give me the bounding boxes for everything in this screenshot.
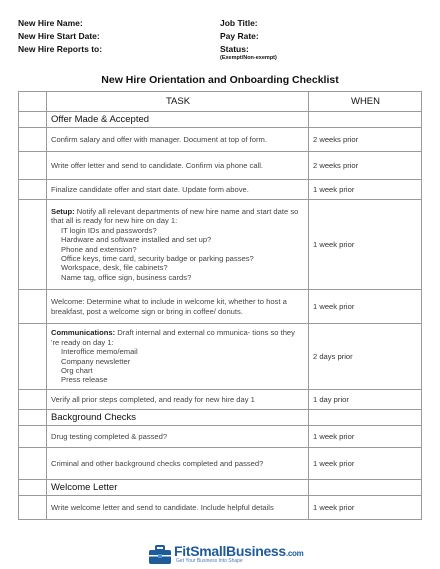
- table-row: [19, 290, 422, 324]
- list-item: Company newsletter: [61, 356, 131, 366]
- task-cell: Write offer letter and send to candidate. Confirm via phone call.: [47, 152, 309, 180]
- page-title: New Hire Orientation and Onboarding Checklist: [101, 74, 339, 86]
- list-item: Interoffice memo/email: [61, 347, 138, 357]
- when-cell: 1 week prior: [309, 496, 422, 520]
- when-cell: 2 days prior: [309, 324, 422, 390]
- when-cell: 1 week prior: [309, 200, 422, 290]
- when-cell: 1 week prior: [309, 448, 422, 480]
- task-cell: [47, 200, 309, 290]
- communications-text: Draft internal and external co mmunica- tions so they 're ready on day 1:: [51, 328, 295, 347]
- when-cell: 1 week prior: [309, 426, 422, 448]
- list-item: Workspace, desk, file cabinets?: [61, 263, 168, 273]
- table-row: [19, 152, 422, 180]
- list-item: Phone and extension?: [61, 244, 137, 254]
- table-row: [19, 426, 422, 448]
- table-row: [19, 448, 422, 480]
- new-hire-reports-to-label: New Hire Reports to:: [18, 44, 103, 54]
- list-item: Office keys, time card, security badge or parking passes?: [61, 253, 254, 263]
- table-row: [19, 324, 422, 390]
- brand-logo: [148, 543, 304, 569]
- list-item: Name tag, office sign, business cards?: [61, 272, 192, 282]
- section-offer: [19, 112, 422, 128]
- brand-name: FitSmallBusiness.com: [174, 543, 304, 559]
- checklist-table: [18, 91, 422, 520]
- section-welcome: [19, 480, 422, 496]
- when-cell: 1 week prior: [309, 180, 422, 200]
- when-cell: 2 weeks prior: [309, 128, 422, 152]
- task-cell: Welcome: Determine what to include in welcome kit, whether to host a breakfast, post a welcome sign or bring in coffee/ donuts.: [47, 290, 309, 324]
- task-cell: Criminal and other background checks completed and passed?: [47, 448, 309, 480]
- when-cell: 1 week prior: [309, 290, 422, 324]
- when-cell: 1 day prior: [309, 390, 422, 410]
- job-title-label: Job Title:: [220, 18, 258, 28]
- task-cell: Finalize candidate offer and start date. Update form above.: [47, 180, 309, 200]
- list-item: Press release: [61, 375, 108, 385]
- list-item: Hardware and software installed and set up?: [61, 235, 212, 245]
- list-item: Org chart: [61, 365, 93, 375]
- task-cell: Drug testing completed & passed?: [47, 426, 309, 448]
- table-row: [19, 390, 422, 410]
- list-item: IT login IDs and passwords?: [61, 225, 157, 235]
- task-cell: Verify all prior steps completed, and ready for new hire day 1: [47, 390, 309, 410]
- when-column-header: WHEN: [309, 92, 422, 112]
- status-note: (Exempt/Non-exempt): [220, 55, 277, 61]
- setup-text: Notify all relevant departments of new hire name and start date so that all is ready for new hire on day 1:: [51, 206, 299, 226]
- column-header-row: [19, 92, 422, 112]
- brand-tagline: Get Your Business Into Shape: [176, 558, 243, 564]
- task-cell: [47, 324, 309, 390]
- task-cell: Confirm salary and offer with manager. Document at top of form.: [47, 128, 309, 152]
- new-hire-start-date-label: New Hire Start Date:: [18, 31, 100, 41]
- communications-lead: Communications:: [51, 328, 116, 338]
- section-title: Offer Made & Accepted: [47, 112, 309, 128]
- setup-lead: Setup:: [51, 206, 75, 216]
- briefcase-icon: [148, 545, 172, 565]
- table-row: [19, 180, 422, 200]
- status-label: Status:: [220, 44, 249, 54]
- when-cell: 2 weeks prior: [309, 152, 422, 180]
- table-row: [19, 200, 422, 290]
- section-background: [19, 410, 422, 426]
- table-row: [19, 496, 422, 520]
- table-row: [19, 128, 422, 152]
- task-cell: Write welcome letter and send to candidate. Include helpful details: [47, 496, 309, 520]
- pay-rate-label: Pay Rate:: [220, 31, 259, 41]
- section-title: Background Checks: [47, 410, 309, 426]
- new-hire-name-label: New Hire Name:: [18, 18, 83, 28]
- section-title: Welcome Letter: [47, 480, 309, 496]
- task-column-header: TASK: [47, 92, 309, 112]
